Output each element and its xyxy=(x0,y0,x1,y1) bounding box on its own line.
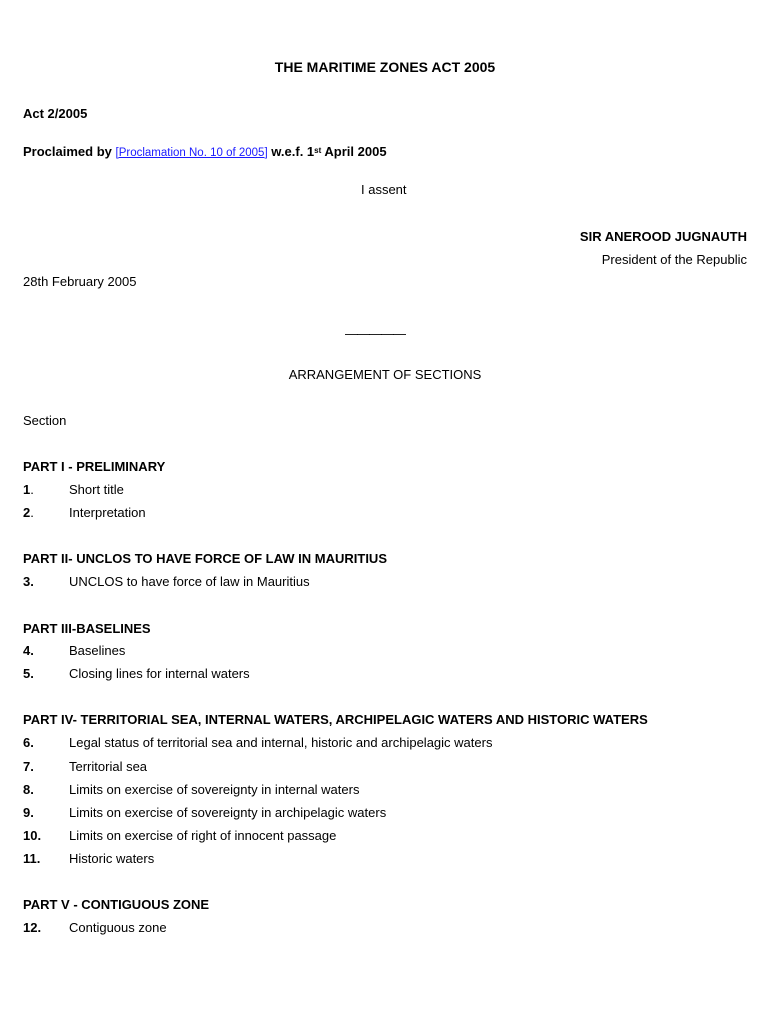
section-title: Limits on exercise of right of innocent passage xyxy=(69,828,337,843)
signatory-role: President of the Republic xyxy=(601,252,747,267)
section-title: Interpretation xyxy=(69,505,146,520)
section-number: 7. xyxy=(23,759,34,774)
section-title: Limits on exercise of sovereignty in internal waters xyxy=(69,782,360,797)
proclamation-date: April 2005 xyxy=(324,144,387,159)
part-heading: PART III-BASELINES xyxy=(23,621,151,636)
section-number: 4. xyxy=(23,643,34,658)
section-number: 11. xyxy=(23,851,41,866)
section-label: Section xyxy=(23,413,67,428)
section-number: 3. xyxy=(23,574,34,589)
section-title: Baselines xyxy=(69,643,126,658)
section-number: 1. xyxy=(23,482,34,497)
section-title: UNCLOS to have force of law in Mauritius xyxy=(69,574,310,589)
section-number: 9. xyxy=(23,805,34,820)
section-number: 2. xyxy=(23,505,34,520)
part-heading: PART II- UNCLOS TO HAVE FORCE OF LAW IN MAURITIUS xyxy=(23,551,387,566)
section-title: Historic waters xyxy=(69,851,155,866)
document-title: THE MARITIME ZONES ACT 2005 xyxy=(274,59,496,75)
part-heading: PART IV- TERRITORIAL SEA, INTERNAL WATERS, ARCHIPELAGIC WATERS AND HISTORIC WATERS xyxy=(23,712,648,727)
section-title: Limits on exercise of sovereignty in archipelagic waters xyxy=(69,805,387,820)
section-number: 8. xyxy=(23,782,34,797)
wef-superscript: st xyxy=(314,146,322,155)
proclamation-line xyxy=(23,144,387,161)
section-title: Territorial sea xyxy=(69,759,148,774)
section-number: 6. xyxy=(23,735,34,750)
assent-text: I assent xyxy=(361,182,407,197)
arrangement-heading: ARRANGEMENT OF SECTIONS xyxy=(288,367,482,382)
section-title: Short title xyxy=(69,482,124,497)
section-title: Legal status of territorial sea and internal, historic and archipelagic waters xyxy=(69,735,493,750)
section-title: Contiguous zone xyxy=(69,920,167,935)
divider: ————— xyxy=(345,326,405,341)
wef-text: w.e.f. 1 xyxy=(271,144,315,159)
section-title: Closing lines for internal waters xyxy=(69,666,250,681)
date-signed: 28th February 2005 xyxy=(23,274,137,289)
proclaimed-prefix: Proclaimed by xyxy=(23,144,112,159)
part-heading: PART V - CONTIGUOUS ZONE xyxy=(23,897,210,912)
act-number: Act 2/2005 xyxy=(23,106,88,121)
proclamation-link[interactable]: [Proclamation No. 10 of 2005] xyxy=(115,147,268,159)
section-number: 10. xyxy=(23,828,42,843)
section-number: 12. xyxy=(23,920,42,935)
signatory-name: SIR ANEROOD JUGNAUTH xyxy=(579,229,747,244)
section-number: 5. xyxy=(23,666,34,681)
part-heading: PART I - PRELIMINARY xyxy=(23,459,166,474)
